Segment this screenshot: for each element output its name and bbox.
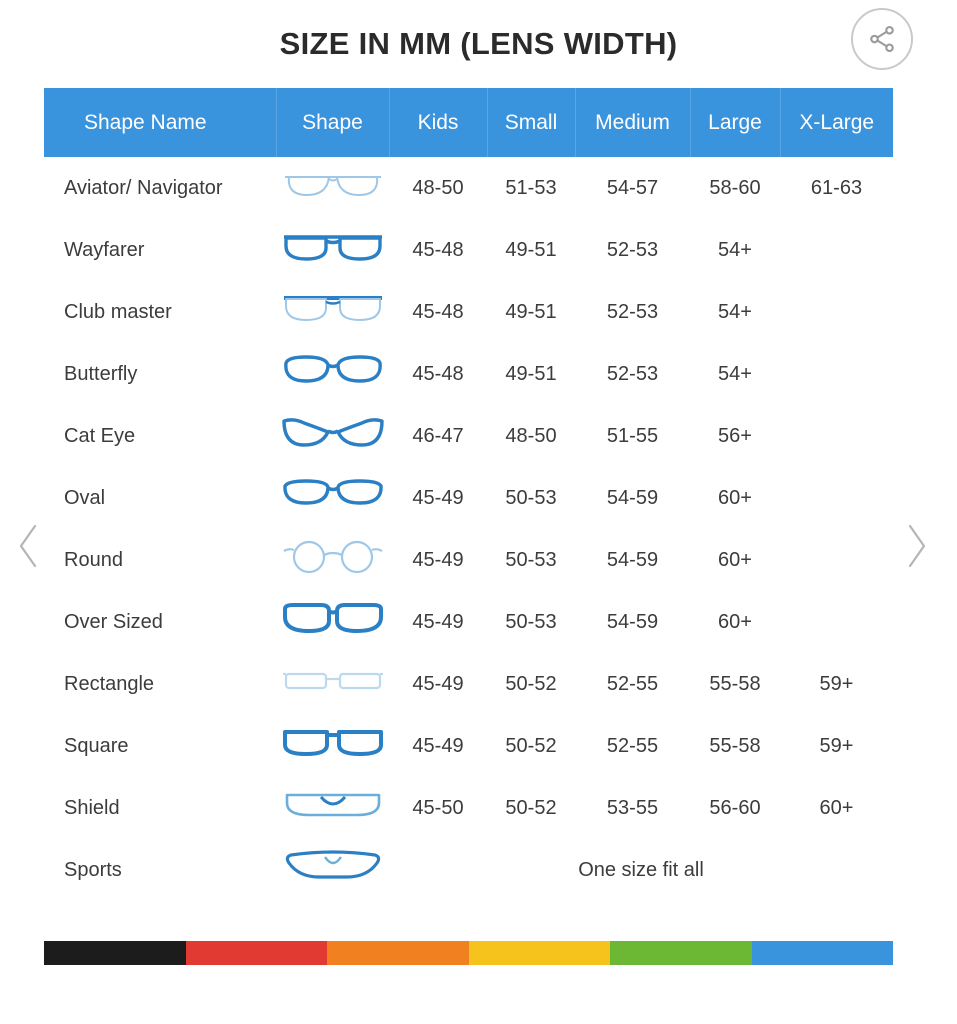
- color-swatch-5: [610, 941, 752, 965]
- size-small: 50-53: [505, 548, 557, 571]
- shape-cell: [276, 281, 389, 343]
- row-label: Shield: [64, 796, 120, 819]
- size-xlarge: 60+: [819, 796, 854, 819]
- sports-glasses-icon: [281, 847, 385, 887]
- oversized-glasses-icon: [281, 599, 385, 639]
- table-row: [44, 157, 893, 219]
- size-large: 56+: [718, 424, 752, 447]
- clubmaster-glasses-icon: [281, 289, 385, 329]
- size-large: 54+: [718, 300, 752, 323]
- table-row: [44, 467, 893, 529]
- size-kids: 45-49: [412, 610, 464, 633]
- size-medium: 54-57: [606, 176, 659, 199]
- table-row: [44, 715, 893, 777]
- shape-cell: [276, 405, 389, 467]
- size-xlarge: [780, 467, 893, 529]
- table-row: [44, 343, 893, 405]
- color-swatch-6: [752, 941, 894, 965]
- size-small: 50-52: [505, 734, 557, 757]
- size-kids: 45-48: [412, 238, 464, 261]
- size-xlarge: [780, 281, 893, 343]
- size-xlarge: 59+: [819, 734, 854, 757]
- column-header-large: Large: [690, 88, 780, 157]
- row-label: Club master: [64, 300, 172, 323]
- size-large: 60+: [718, 486, 752, 509]
- size-small: 49-51: [505, 362, 557, 385]
- wayfarer-glasses-icon: [281, 227, 385, 267]
- size-small: 51-53: [505, 176, 557, 199]
- next-slide-arrow[interactable]: [895, 520, 937, 572]
- size-xlarge: [780, 529, 893, 591]
- size-kids: 45-49: [412, 672, 464, 695]
- size-large: 60+: [718, 610, 752, 633]
- shape-cell: [276, 839, 389, 901]
- size-kids: 45-49: [412, 548, 464, 571]
- share-icon: [867, 24, 897, 54]
- size-medium: 53-55: [606, 796, 659, 819]
- size-large: 55-58: [709, 672, 761, 695]
- size-medium: 52-55: [606, 672, 659, 695]
- size-chart-card: [44, 88, 893, 901]
- size-large: 55-58: [709, 734, 761, 757]
- row-label: Over Sized: [64, 610, 163, 633]
- size-kids: 45-50: [412, 796, 464, 819]
- cateye-glasses-icon: [281, 413, 385, 453]
- oval-glasses-icon: [281, 475, 385, 515]
- round-glasses-icon: [281, 537, 385, 577]
- table-row: [44, 405, 893, 467]
- table-body: [44, 157, 893, 901]
- table-row: [44, 529, 893, 591]
- table-row: [44, 219, 893, 281]
- row-label: Round: [64, 548, 123, 571]
- size-large: 54+: [718, 362, 752, 385]
- rectangle-glasses-icon: [281, 661, 385, 701]
- size-medium: 52-53: [606, 362, 659, 385]
- sports-note: One size fit all: [578, 858, 704, 881]
- row-label: Sports: [64, 858, 122, 881]
- column-header-kids: Kids: [389, 88, 487, 157]
- size-small: 48-50: [505, 424, 557, 447]
- square-glasses-icon: [281, 723, 385, 763]
- size-medium: 52-53: [606, 300, 659, 323]
- color-swatch-3: [327, 941, 469, 965]
- size-large: 56-60: [709, 796, 761, 819]
- size-medium: 54-59: [606, 486, 659, 509]
- color-swatch-2: [186, 941, 328, 965]
- shape-cell: [276, 777, 389, 839]
- row-label: Aviator/ Navigator: [64, 176, 223, 199]
- size-xlarge: 59+: [819, 672, 854, 695]
- shape-cell: [276, 343, 389, 405]
- size-medium: 54-59: [606, 548, 659, 571]
- share-button[interactable]: [851, 8, 913, 70]
- shield-glasses-icon: [281, 785, 385, 825]
- color-swatch-4: [469, 941, 611, 965]
- title-bar: [0, 0, 957, 88]
- column-header-medium: Medium: [575, 88, 690, 157]
- shape-cell: [276, 715, 389, 777]
- table-header: [44, 88, 893, 157]
- column-header-small: Small: [487, 88, 575, 157]
- size-xlarge: [780, 343, 893, 405]
- row-label: Rectangle: [64, 672, 155, 695]
- butterfly-glasses-icon: [281, 351, 385, 391]
- table-row: [44, 591, 893, 653]
- row-label: Wayfarer: [64, 238, 145, 261]
- column-header-xlarge: X-Large: [780, 88, 893, 157]
- size-medium: 52-53: [606, 238, 659, 261]
- size-xlarge: [780, 405, 893, 467]
- size-kids: 45-49: [412, 486, 464, 509]
- size-small: 50-53: [505, 486, 557, 509]
- shape-cell: [276, 467, 389, 529]
- size-xlarge: 61-63: [810, 176, 863, 199]
- size-xlarge: [780, 591, 893, 653]
- column-header-shape-name: Shape Name: [44, 88, 276, 157]
- table-row: [44, 777, 893, 839]
- size-medium: 54-59: [606, 610, 659, 633]
- aviator-glasses-icon: [281, 165, 385, 205]
- size-medium: 51-55: [606, 424, 659, 447]
- table-row: [44, 281, 893, 343]
- size-small: 49-51: [505, 238, 557, 261]
- size-small: 49-51: [505, 300, 557, 323]
- table-row: [44, 653, 893, 715]
- size-small: 50-52: [505, 796, 557, 819]
- row-label: Cat Eye: [64, 424, 136, 447]
- size-large: 54+: [718, 238, 752, 261]
- size-large: 60+: [718, 548, 752, 571]
- size-large: 58-60: [709, 176, 761, 199]
- size-kids: 45-48: [412, 300, 464, 323]
- size-xlarge: [780, 219, 893, 281]
- row-label: Oval: [64, 486, 106, 509]
- color-swatch-1: [44, 941, 186, 965]
- shape-cell: [276, 653, 389, 715]
- row-label: Butterfly: [64, 362, 138, 385]
- size-kids: 45-49: [412, 734, 464, 757]
- size-medium: 52-55: [606, 734, 659, 757]
- size-kids: 48-50: [412, 176, 464, 199]
- size-small: 50-53: [505, 610, 557, 633]
- size-chart-table: [44, 88, 893, 901]
- row-label: Square: [64, 734, 129, 757]
- shape-cell: [276, 157, 389, 219]
- page-title: SIZE IN MM (LENS WIDTH): [279, 26, 678, 61]
- column-header-shape: Shape: [276, 88, 389, 157]
- color-bar: [44, 941, 893, 965]
- size-kids: 46-47: [412, 424, 464, 447]
- size-small: 50-52: [505, 672, 557, 695]
- size-kids: 45-48: [412, 362, 464, 385]
- shape-cell: [276, 591, 389, 653]
- header-row: [44, 88, 893, 157]
- shape-cell: [276, 529, 389, 591]
- table-row: [44, 839, 893, 901]
- shape-cell: [276, 219, 389, 281]
